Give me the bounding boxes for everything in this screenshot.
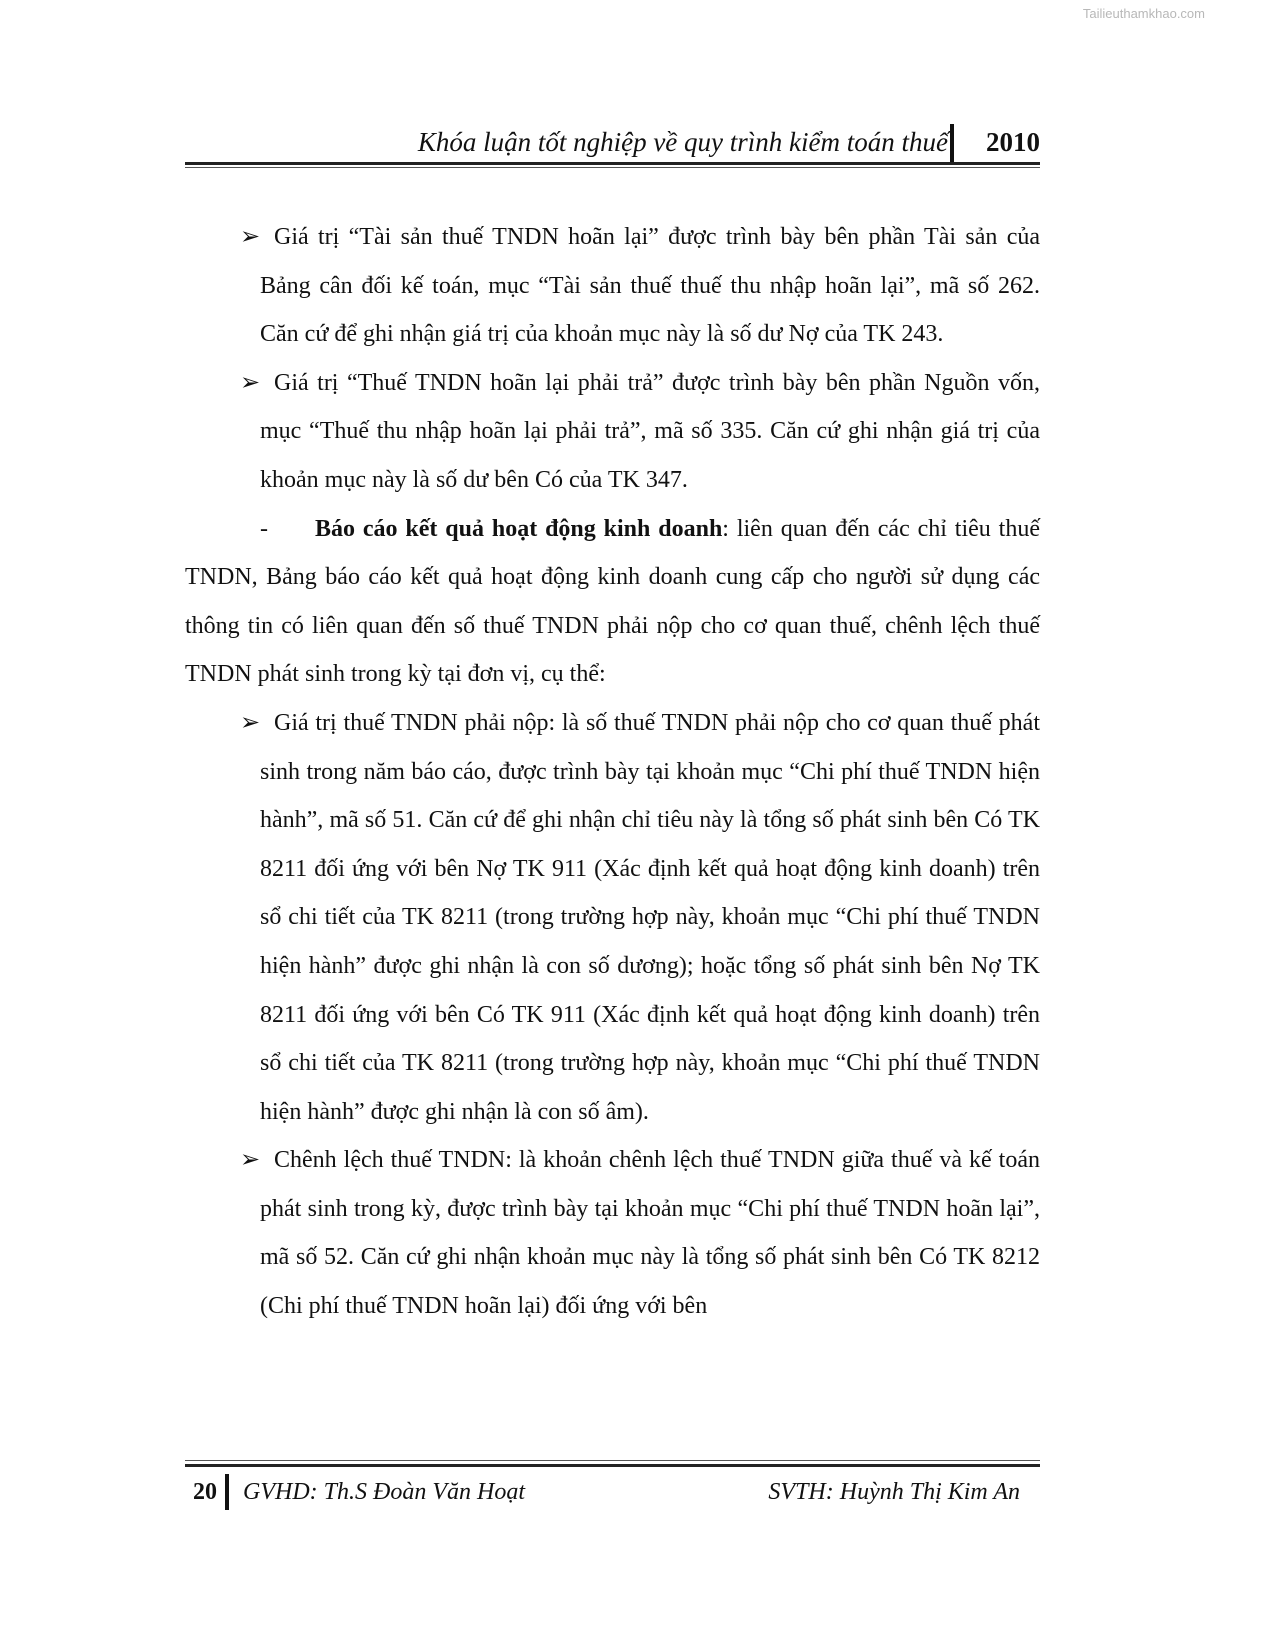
bullet-arrow-icon: ➢ [240,224,261,250]
paragraph-text: : liên quan đến các chỉ tiêu thuế TNDN, Bảng báo cáo kết quả hoạt động kinh doanh cung cấp cho người sử dụng các thông tin có liên quan đến số thuế TNDN phải nộp cho cơ quan thuế, chênh lệch thuế TNDN phát sinh trong kỳ tại đơn vị, cụ thể: [185,515,1041,688]
footer-divider [225,1474,229,1510]
page-footer [185,1472,1040,1512]
watermark: Tailieuthamkhao.com [1082,6,1205,21]
footer-rule [185,1464,1040,1467]
bullet-arrow-icon: ➢ [240,1147,261,1174]
header-rule [185,162,1040,165]
paragraph [185,505,1040,699]
paragraph [240,213,1040,359]
document-body [185,213,1040,1331]
section-heading: Báo cáo kết quả hoạt động kinh doanh [315,515,723,542]
paragraph-text: Giá trị “Thuế TNDN hoãn lại phải trả” được trình bày bên phần Nguồn vốn, mục “Thuế thu nhập hoãn lại phải trả”, mã số 335. Căn cứ ghi nhận giá trị của khoản mục này là số dư bên Có của TK 347. [260,369,1040,493]
page-number: 20 [193,1479,217,1505]
page-header [185,120,1040,164]
footer-student: SVTH: Huỳnh Thị Kim An [768,1479,1020,1505]
paragraph [240,699,1040,1136]
bullet-arrow-icon: ➢ [240,369,261,396]
paragraph-text: Giá trị thuế TNDN phải nộp: là số thuế TNDN phải nộp cho cơ quan thuế phát sinh trong năm báo cáo, được trình bày tại khoản mục “Chi phí thuế TNDN hiện hành”, mã số 51. Căn cứ để ghi nhận chỉ tiêu này là tổng số phát sinh bên Có TK 8211 đối ứng với bên Nợ TK 911 (Xác định kết quả hoạt động kinh doanh) trên sổ chi tiết của TK 8211 (trong trường hợp này, khoản mục “Chi phí thuế TNDN hiện hành” được ghi nhận là con số dương); hoặc tổng số phát sinh bên Nợ TK 8211 đối ứng với bên Có TK 911 (Xác định kết quả hoạt động kinh doanh) trên sổ chi tiết của TK 8211 (trong trường hợp này, khoản mục “Chi phí thuế TNDN hiện hành” được ghi nhận là con số âm). [260,709,1040,1125]
paragraph [240,1136,1040,1330]
footer-supervisor: GVHD: Th.S Đoàn Văn Hoạt [243,1479,525,1505]
header-title: Khóa luận tốt nghiệp về quy trình kiểm toán thuế [417,127,948,157]
dash-marker: - [260,515,268,542]
header-year: 2010 [986,127,1040,157]
header-divider [950,124,954,162]
paragraph-text: Chênh lệch thuế TNDN: là khoản chênh lệch thuế TNDN giữa thuế và kế toán phát sinh trong kỳ, được trình bày tại khoản mục “Chi phí thuế TNDN hoãn lại”, mã số 52. Căn cứ ghi nhận khoản mục này là tổng số phát sinh bên Có TK 8212 (Chi phí thuế TNDN hoãn lại) đối ứng với bên [260,1147,1040,1320]
footer-rule-thin [185,1460,1040,1461]
paragraph [240,359,1040,505]
header-rule-thin [185,167,1040,168]
paragraph-text: Giá trị “Tài sản thuế TNDN hoãn lại” được trình bày bên phần Tài sản của Bảng cân đối kế toán, mục “Tài sản thuế thuế thu nhập hoãn lại”, mã số 262. Căn cứ để ghi nhận giá trị của khoản mục này là số dư Nợ của TK 243. [260,224,1040,348]
bullet-arrow-icon: ➢ [240,709,261,736]
